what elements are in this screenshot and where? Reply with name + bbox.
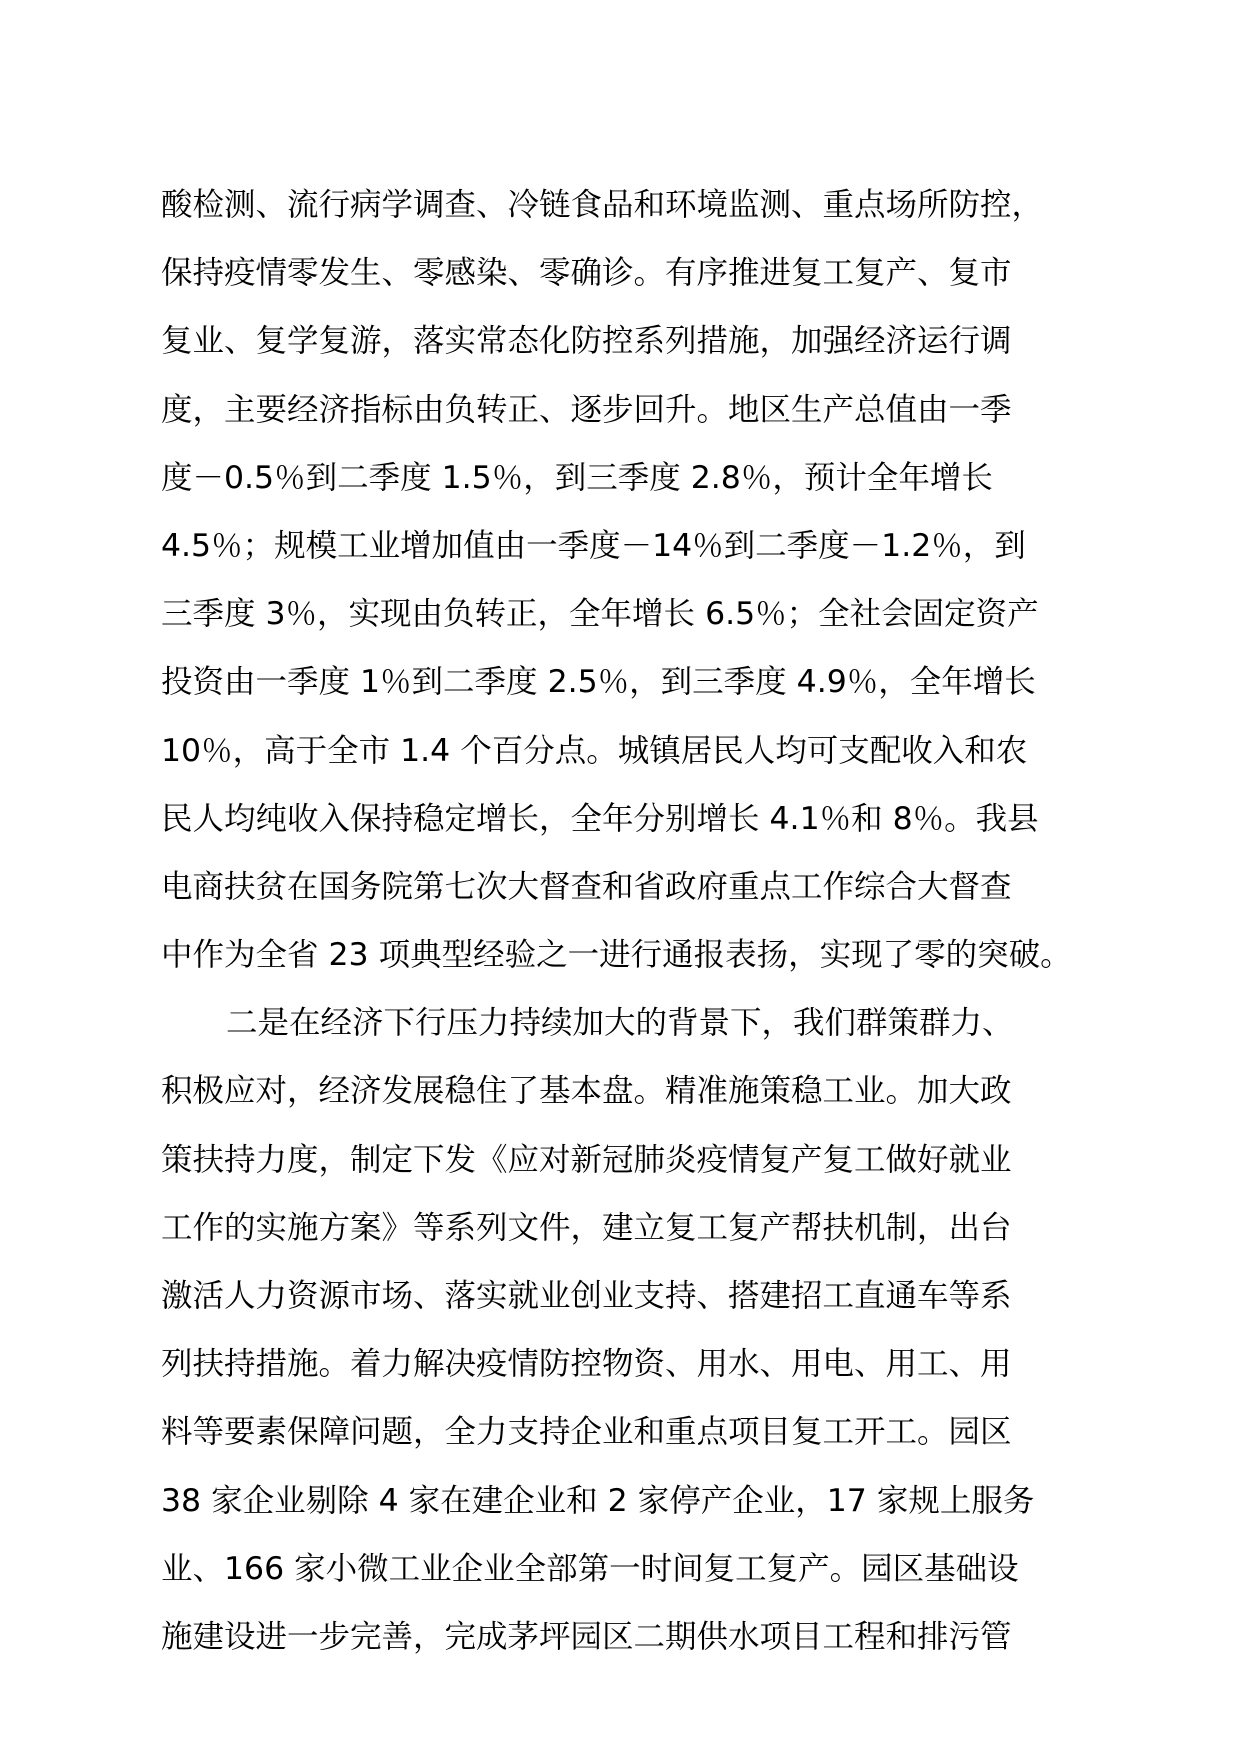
text-line: 料等要素保障问题，全力支持企业和重点项目复工开工。园区 <box>161 1414 1012 1451</box>
text-line: 民人均纯收入保持稳定增长，全年分别增长 4.1％和 8％。我县 <box>161 800 1039 837</box>
text-line: 投资由一季度 1％到二季度 2.5％，到三季度 4.9％，全年增长 <box>161 664 1036 701</box>
text-line: 保持疫情零发生、零感染、零确诊。有序推进复工复产、复市 <box>161 255 1012 292</box>
text-line: 度，主要经济指标由负转正、逐步回升。地区生产总值由一季 <box>161 391 1012 428</box>
text-line: 复业、复学复游，落实常态化防控系列措施，加强经济运行调 <box>161 323 1012 360</box>
text-line: 度－0.5％到二季度 1.5％，到三季度 2.8％，预计全年增长 <box>161 459 993 496</box>
body-text <box>161 171 1091 1671</box>
text-line: 工作的实施方案》等系列文件，建立复工复产帮扶机制，出台 <box>161 1209 1012 1246</box>
paragraph-start-line: 二是在经济下行压力持续加大的背景下，我们群策群力、 <box>226 1005 1014 1042</box>
text-line: 列扶持措施。着力解决疫情防控物资、用水、用电、用工、用 <box>161 1346 1012 1383</box>
text-line: 三季度 3％，实现由负转正，全年增长 6.5％；全社会固定资产 <box>161 596 1039 633</box>
text-line: 10％，高于全市 1.4 个百分点。城镇居民人均可支配收入和农 <box>161 732 1028 769</box>
text-line: 38 家企业剔除 4 家在建企业和 2 家停产企业，17 家规上服务 <box>161 1482 1035 1519</box>
text-line: 中作为全省 23 项典型经验之一进行通报表扬，实现了零的突破。 <box>161 937 1072 974</box>
text-line: 策扶持力度，制定下发《应对新冠肺炎疫情复产复工做好就业 <box>161 1141 1012 1178</box>
text-line: 电商扶贫在国务院第七次大督查和省政府重点工作综合大督查 <box>161 868 1012 905</box>
text-line: 激活人力资源市场、落实就业创业支持、搭建招工直通车等系 <box>161 1278 1012 1314</box>
text-line: 酸检测、流行病学调查、冷链食品和环境监测、重点场所防控， <box>161 187 1044 223</box>
text-line: 业、166 家小微工业企业全部第一时间复工复产。园区基础设 <box>161 1550 1019 1587</box>
text-line: 积极应对，经济发展稳住了基本盘。精准施策稳工业。加大政 <box>161 1073 1012 1110</box>
text-line: 施建设进一步完善，完成茅坪园区二期供水项目工程和排污管 <box>161 1618 1012 1655</box>
text-line: 4.5％；规模工业增加值由一季度－14％到二季度－1.2％，到 <box>161 527 1026 564</box>
